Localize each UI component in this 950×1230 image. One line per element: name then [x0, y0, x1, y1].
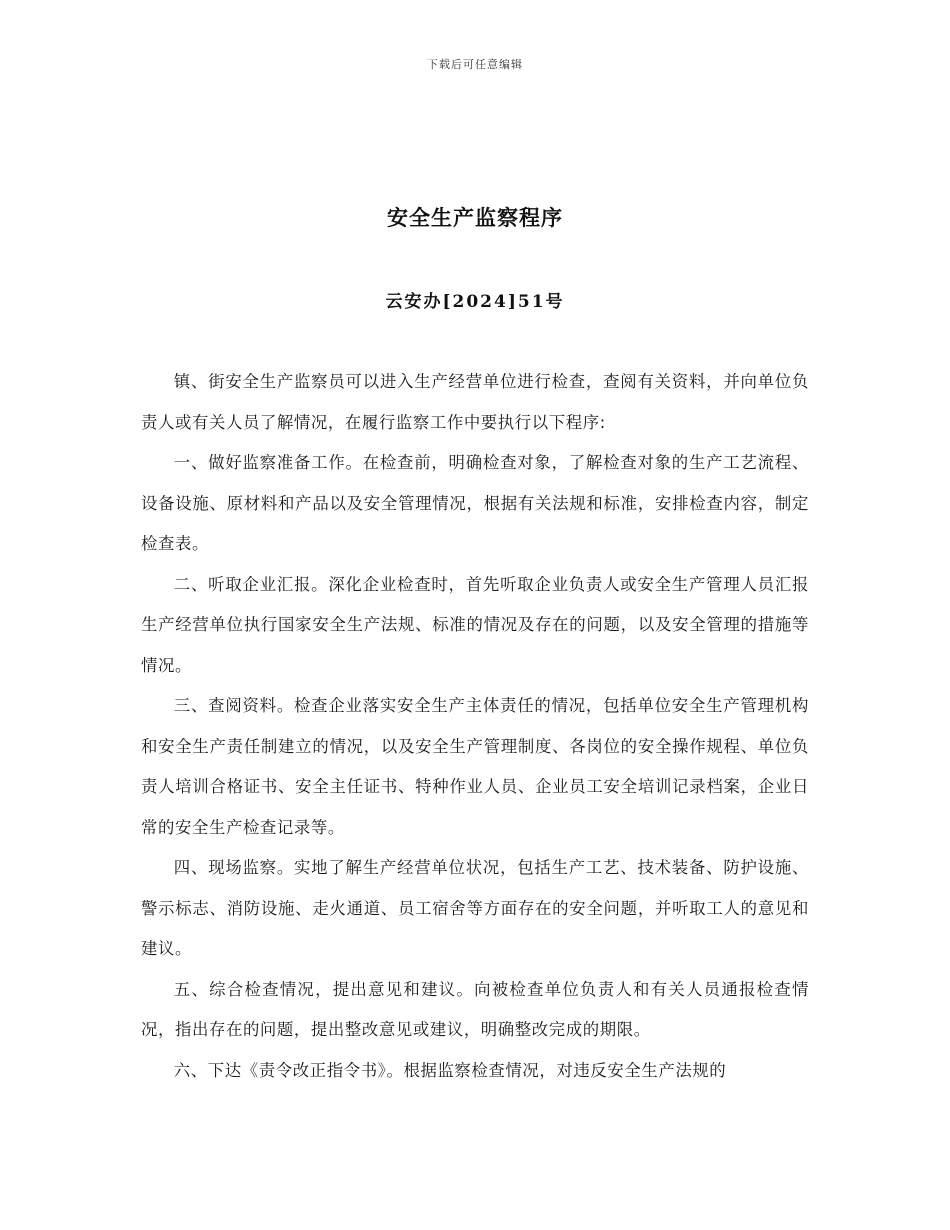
document-title: 安全生产监察程序 [387, 206, 563, 230]
paragraph-step-6: 六、下达《责令改正指令书》。根据监察检查情况，对违反安全生产法规的 [173, 1060, 727, 1080]
document-number: 云安办[2024]51号 [385, 292, 565, 312]
paragraph-step-1: 一、做好监察准备工作。在检查前，明确检查对象，了解检查对象的生产工艺流程、设备设施、原材料和产品以及安全管理情况，根据有关法规和标准，安排检查内容，制定检查表。 [141, 453, 809, 553]
paragraph-step-5: 五、综合检查情况，提出意见和建议。向被检查单位负责人和有关人员通报检查情况，指出存在的问题，提出整改意见或建议，明确整改完成的期限。 [141, 979, 809, 1039]
paragraph-intro: 镇、街安全生产监察员可以进入生产经营单位进行检查，查阅有关资料，并向单位负责人或有关人员了解情况，在履行监察工作中要执行以下程序: [141, 372, 809, 432]
paragraph-step-4: 四、现场监察。实地了解生产经营单位状况，包括生产工艺、技术装备、防护设施、警示标志、消防设施、走火通道、员工宿舍等方面存在的安全问题，并听取工人的意见和建议。 [141, 858, 809, 958]
paragraph-step-2: 二、听取企业汇报。深化企业检查时，首先听取企业负责人或安全生产管理人员汇报生产经营单位执行国家安全生产法规、标准的情况及存在的问题，以及安全管理的措施等情况。 [141, 574, 809, 675]
document-body [141, 362, 809, 1091]
page-header-note: 下载后可任意编辑 [427, 58, 523, 71]
paragraph-step-3: 三、查阅资料。检查企业落实安全生产主体责任的情况，包括单位安全生产管理机构和安全生产责任制建立的情况，以及安全生产管理制度、各岗位的安全操作规程、单位负责人培训合格证书、安全主任证书、特种作业人员、企业员工安全培训记录档案，企业日常的安全生产检查记录等。 [141, 696, 809, 837]
